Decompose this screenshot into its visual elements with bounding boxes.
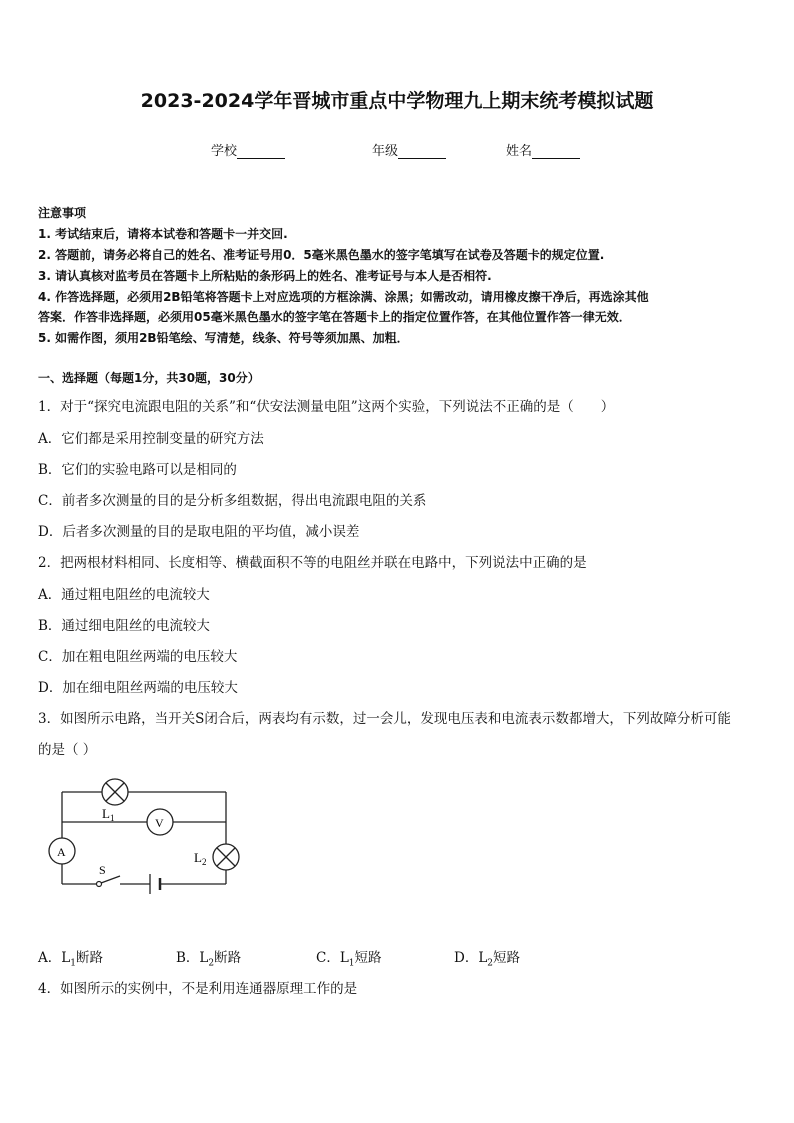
question-3-option-b: B．$L_2$断路 — [176, 950, 242, 969]
switch-label: S — [99, 863, 106, 877]
school-field — [211, 140, 285, 159]
notice-item: 1. 考试结束后，请将本试卷和答题卡一并交回. — [38, 227, 288, 241]
grade-label: 年级 — [372, 144, 399, 159]
question-1-option-c: C．前者多次测量的目的是分析多组数据，得出电流跟电阻的关系 — [38, 493, 427, 509]
question-2-option-c: C．加在粗电阻丝两端的电压较大 — [38, 649, 238, 665]
voltmeter-label: V — [155, 816, 164, 830]
question-1-option-a: A．它们都是采用控制变量的研究方法 — [38, 431, 264, 447]
notice-item: 4. 作答选择题，必须用2B铅笔将答题卡上对应选项的方框涂满、涂黑；如需改动，请用橡皮擦干净后，再选涂其他 — [38, 290, 649, 304]
question-2-option-b: B．通过细电阻丝的电流较大 — [38, 618, 210, 634]
lamp-l2-icon — [213, 844, 239, 870]
question-1-stem: 1．对于“探究电流跟电阻的关系”和“伏安法测量电阻”这两个实验，下列说法不正确的是（ ） — [38, 399, 615, 415]
question-3-stem: 3．如图所示电路，当开关S闭合后，两表均有示数，过一会儿，发现电压表和电流表示数都增大，下列故障分析可能 — [38, 711, 731, 727]
question-3-option-a: A．$L_1$断路 — [38, 950, 103, 969]
question-3-option-c: C．$L_1$短路 — [316, 950, 382, 969]
question-2-option-d: D．加在细电阻丝两端的电压较大 — [38, 680, 238, 696]
school-blank — [237, 146, 285, 159]
section-heading: 一、选择题（每题1分，共30题，30分） — [38, 371, 260, 385]
circuit-diagram — [44, 772, 254, 897]
grade-field — [372, 140, 446, 159]
notice-item: 2. 答题前，请务必将自己的姓名、准考证号用0．5毫米黑色墨水的签字笔填写在试卷及答题卡的规定位置. — [38, 248, 605, 262]
lamp-l1-icon — [102, 779, 128, 805]
question-4-stem: 4．如图所示的实例中，不是利用连通器原理工作的是 — [38, 981, 358, 997]
grade-blank — [398, 146, 446, 159]
notice-item: 答案．作答非选择题，必须用05毫米黑色墨水的签字笔在答题卡上的指定位置作答，在其他位置作答一律无效． — [38, 310, 631, 324]
notice-item: 5. 如需作图，须用2B铅笔绘、写清楚，线条、符号等须加黑、加粗． — [38, 331, 409, 345]
notice-heading: 注意事项 — [38, 206, 87, 220]
notice-item: 3. 请认真核对监考员在答题卡上所粘贴的条形码上的姓名、准考证号与本人是否相符. — [38, 269, 492, 283]
school-label: 学校 — [211, 144, 238, 159]
question-1-option-b: B．它们的实验电路可以是相同的 — [38, 462, 237, 478]
switch-icon — [97, 876, 121, 887]
question-2-option-a: A．通过粗电阻丝的电流较大 — [38, 587, 210, 603]
name-label: 姓名 — [506, 144, 533, 159]
question-3-option-d: D．$L_2$短路 — [454, 950, 521, 969]
name-blank — [532, 146, 580, 159]
battery-icon — [150, 874, 160, 894]
name-field — [506, 140, 580, 159]
l2-label: $L_2$ — [194, 850, 207, 867]
ammeter-label: A — [57, 845, 66, 859]
page-title: 2023-2024学年晋城市重点中学物理九上期末统考模拟试题 — [140, 90, 654, 112]
question-1-option-d: D．后者多次测量的目的是取电阻的平均值，减小误差 — [38, 524, 360, 540]
l1-label: $L_1$ — [102, 806, 115, 823]
question-3-stem-cont: 的是（ ） — [38, 742, 97, 758]
question-2-stem: 2．把两根材料相同、长度相等、横截面积不等的电阻丝并联在电路中，下列说法中正确的是 — [38, 555, 587, 571]
